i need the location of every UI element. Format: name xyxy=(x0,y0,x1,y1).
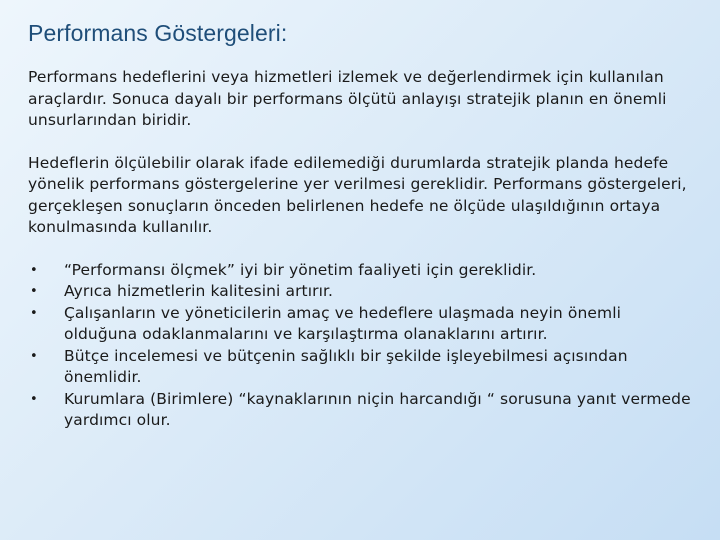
list-item xyxy=(28,281,698,303)
list-item-text: Bütçe incelemesi ve bütçenin sağlıklı bir şekilde işleyebilmesi açısından önemlidir. xyxy=(64,346,628,386)
paragraph-purpose: Hedeflerin ölçülebilir olarak ifade edilemediği durumlarda stratejik planda hedefe yönelik performans göstergelerine yer verilmesi gereklidir. Performans göstergeleri, gerçekleşen sonuçların önceden belirlenen hedefe ne ölçüde ulaşıldığının ortaya konulmasında kullanılır. xyxy=(28,153,687,236)
benefits-list xyxy=(28,260,698,432)
bullet-dot-icon: • xyxy=(30,305,38,321)
list-item xyxy=(28,389,698,432)
slide-title: Performans Göstergeleri: xyxy=(28,20,288,46)
list-item xyxy=(28,346,698,389)
list-item-text: Kurumlara (Birimlere) “kaynaklarının niçin harcandığı “ sorusuna yanıt vermede yardımcı olur. xyxy=(64,389,691,429)
list-item xyxy=(28,303,698,346)
bullet-dot-icon: • xyxy=(30,391,38,407)
list-item-text: Ayrıca hizmetlerin kalitesini artırır. xyxy=(64,282,334,300)
slide-content xyxy=(28,20,698,432)
bullet-dot-icon: • xyxy=(30,284,38,299)
paragraph-definition: Performans hedeflerini veya hizmetleri izlemek ve değerlendirmek için kullanılan araçlardır. Sonuca dayalı bir performans ölçütü anlayışı stratejik planın en önemli unsurlarından biridir. xyxy=(28,68,667,129)
list-item-text: Çalışanların ve yöneticilerin amaç ve hedeflere ulaşmada neyin önemli olduğuna odaklanmalarını ve karşılaştırma olanaklarını artırır. xyxy=(64,303,622,343)
list-item xyxy=(28,260,698,282)
bullet-dot-icon: • xyxy=(30,262,38,278)
bullet-dot-icon: • xyxy=(30,348,38,364)
list-item-text: “Performansı ölçmek” iyi bir yönetim faaliyeti için gereklidir. xyxy=(64,260,537,279)
